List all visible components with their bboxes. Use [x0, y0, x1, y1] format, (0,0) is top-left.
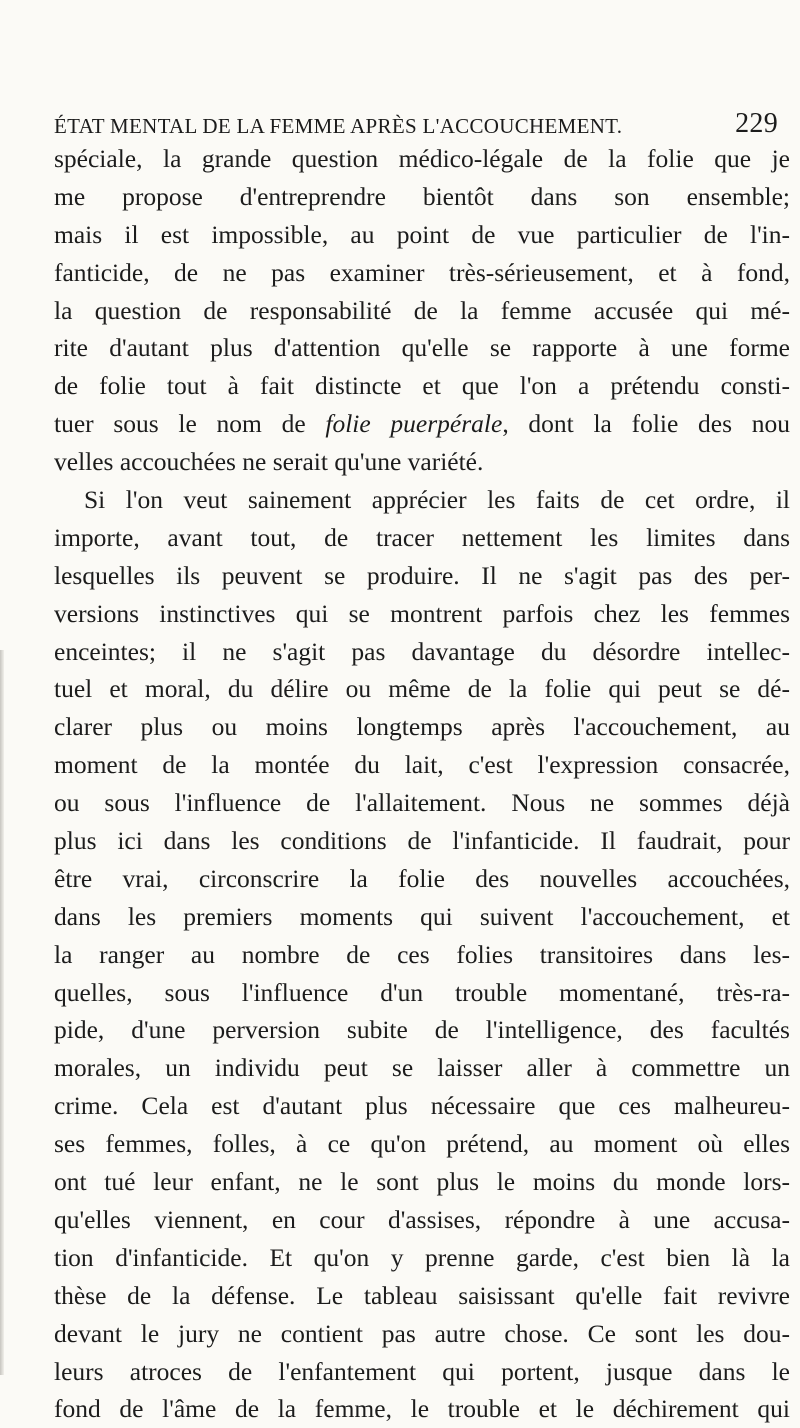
running-title: ÉTAT MENTAL DE LA FEMME APRÈS L'ACCOUCHEMENT.: [54, 114, 623, 138]
text-line: être vrai, circonscrire la folie des nouvelles accouchées,: [54, 863, 790, 893]
text-line: la ranger au nombre de ces folies transitoires dans les-: [54, 939, 790, 969]
text-line: morales, un individu peut se laisser aller à commettre un: [54, 1053, 790, 1083]
text-line: importe, avant tout, de tracer nettement les limites dans: [54, 522, 790, 552]
page-number: 229: [735, 108, 778, 139]
text-line: fanticide, de ne pas examiner très-sérieusement, et à fond,: [54, 257, 790, 287]
text-line: dans les premiers moments qui suivent l'accouchement, et: [54, 901, 790, 931]
text-line: spéciale, la grande question médico-légale de la folie que je: [54, 144, 790, 173]
text-line: ont tué leur enfant, ne le sont plus le moins du monde lors-: [54, 1167, 790, 1197]
text-line: crime. Cela est d'autant plus nécessaire que ces malheureu-: [54, 1091, 790, 1121]
text-line: quelles, sous l'influence d'un trouble momentané, très-ra-: [54, 977, 790, 1007]
text-line: mais il est impossible, au point de vue particulier de l'in-: [54, 219, 790, 249]
text-line: fond de l'âme de la femme, le trouble et le déchirement qui: [54, 1394, 790, 1424]
text-line: ou sous l'influence de l'allaitement. Nous ne sommes déjà: [54, 788, 790, 818]
text-line: pide, d'une perversion subite de l'intelligence, des facultés: [54, 1015, 790, 1045]
text-line: la question de responsabilité de la femme accusée qui mé-: [54, 295, 790, 325]
italic-term: folie puerpérale: [325, 409, 503, 439]
text-line: qu'elles viennent, en cour d'assises, répondre à une accusa-: [54, 1204, 790, 1234]
text-line: rite d'autant plus d'attention qu'elle se rapporte à une forme: [54, 333, 790, 363]
text-segment: , dont la folie des nou: [502, 409, 790, 439]
text-line: versions instinctives qui se montrent parfois chez les femmes: [54, 598, 790, 628]
text-line: leurs atroces de l'enfantement qui portent, jusque dans le: [54, 1356, 790, 1386]
text-line: lesquelles ils peuvent se produire. Il ne s'agit pas des per-: [54, 560, 790, 590]
text-line: Si l'on veut sainement apprécier les faits de cet ordre, il: [84, 485, 790, 515]
text-line-with-italic: [54, 405, 790, 443]
text-line: tion d'infanticide. Et qu'on y prenne garde, c'est bien là la: [54, 1242, 790, 1272]
text-line: devant le jury ne contient pas autre chose. Ce sont les dou-: [54, 1318, 790, 1348]
text-line: clarer plus ou moins longtemps après l'accouchement, au: [54, 712, 790, 742]
text-segment: tuer sous le nom de: [54, 409, 326, 439]
text-line: enceintes; il ne s'agit pas davantage du désordre intellec-: [54, 636, 790, 666]
text-line: thèse de la défense. Le tableau saisissant qu'elle fait revivre: [54, 1280, 790, 1310]
text-line: moment de la montée du lait, c'est l'expression consacrée,: [54, 750, 790, 780]
text-line: ses femmes, folles, à ce qu'on prétend, au moment où elles: [54, 1129, 790, 1159]
text-line: me propose d'entreprendre bientôt dans son ensemble;: [54, 181, 790, 211]
body-text: [54, 140, 790, 1428]
text-line: de folie tout à fait distincte et que l'on a prétendu consti-: [54, 371, 790, 401]
text-line: tuel et moral, du délire ou même de la folie qui peut se dé-: [54, 674, 790, 704]
paragraph-1: [54, 140, 790, 481]
text-line: plus ici dans les conditions de l'infanticide. Il faudrait, pour: [54, 826, 790, 856]
running-head: [54, 108, 784, 144]
paragraph-2: [54, 481, 790, 1428]
page-edge-shadow: [0, 650, 4, 1375]
text-line: velles accouchées ne serait qu'une variété.: [54, 447, 484, 477]
